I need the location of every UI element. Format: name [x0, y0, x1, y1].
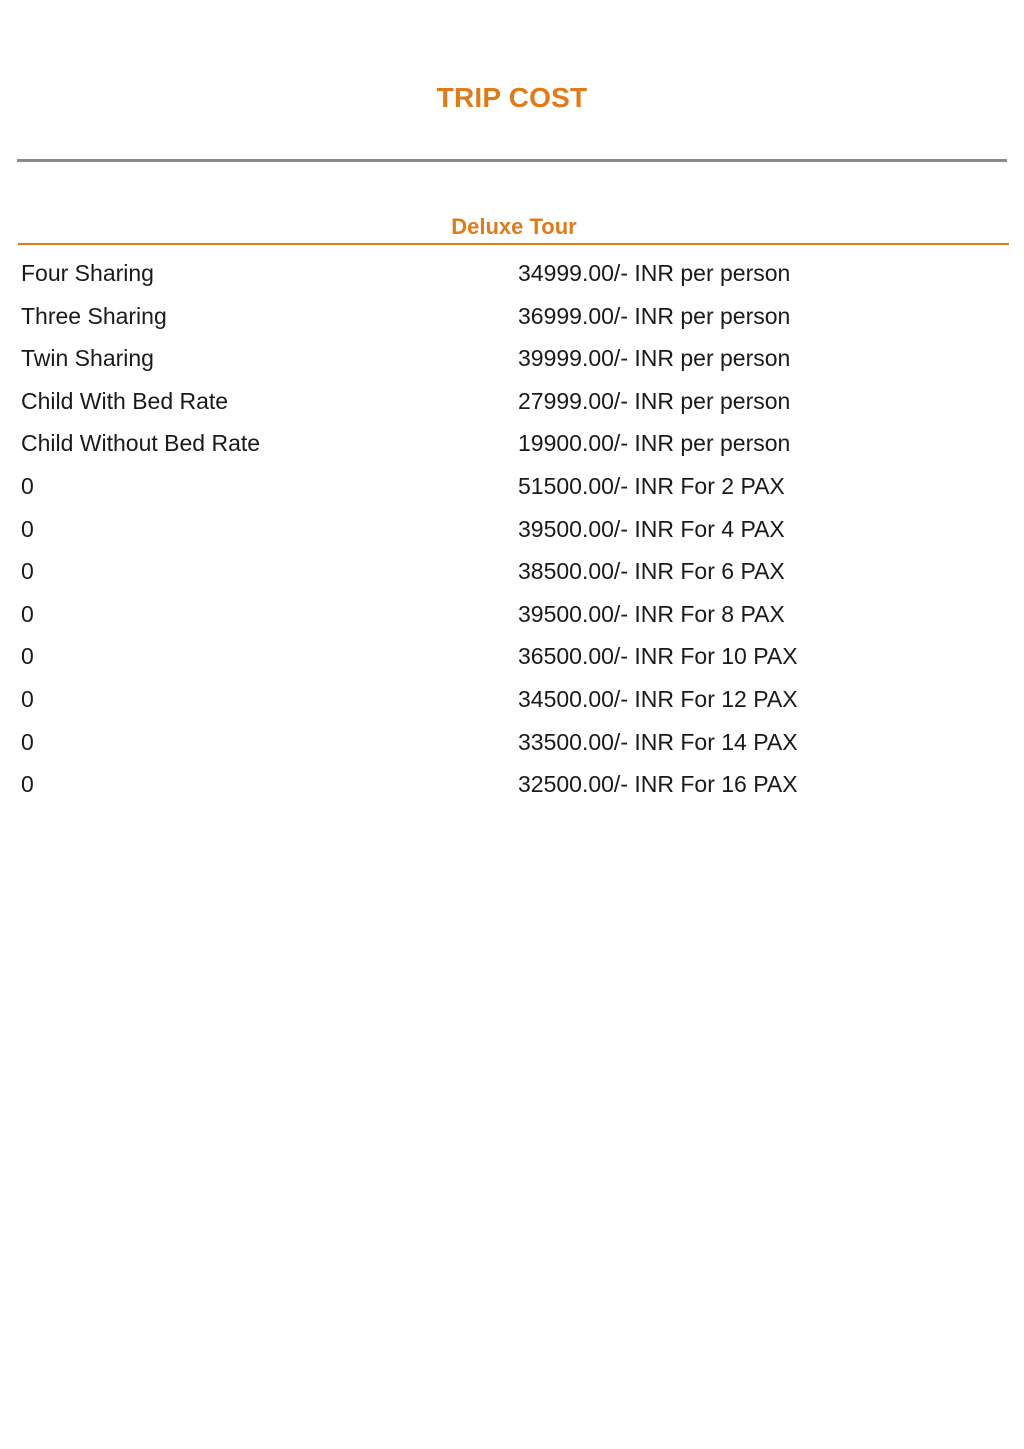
title-divider	[17, 159, 1007, 162]
table-row	[21, 763, 1011, 806]
rate-price: 32500.00/- INR For 16 PAX	[518, 771, 798, 798]
rate-price: 36500.00/- INR For 10 PAX	[518, 643, 798, 670]
table-row	[21, 295, 1011, 338]
table-row	[21, 380, 1011, 423]
rate-label: Child With Bed Rate	[21, 387, 229, 414]
rate-price: 34500.00/- INR For 12 PAX	[518, 685, 798, 712]
page-title: TRIP COST	[436, 82, 588, 113]
rate-price: 34999.00/- INR per person	[518, 260, 791, 286]
rate-price: 39500.00/- INR For 4 PAX	[518, 515, 785, 542]
table-row	[21, 635, 1011, 678]
table-row	[21, 678, 1011, 721]
rate-price: 36999.00/- INR per person	[518, 302, 791, 329]
rate-label: Twin Sharing	[21, 345, 154, 372]
rate-price: 19900.00/- INR per person	[518, 430, 791, 457]
rate-label: 0	[21, 685, 34, 712]
rate-label: 0	[21, 558, 34, 585]
rate-price: 51500.00/- INR For 2 PAX	[518, 472, 785, 499]
rate-price: 33500.00/- INR For 14 PAX	[518, 728, 798, 755]
table-row	[21, 508, 1011, 551]
rate-price: 39500.00/- INR For 8 PAX	[518, 600, 785, 627]
table-row	[21, 465, 1011, 508]
rate-price: 39999.00/- INR per person	[518, 345, 791, 372]
table-row	[21, 337, 1011, 380]
rate-label: 0	[21, 728, 34, 755]
rate-table	[21, 252, 1011, 806]
table-row	[21, 550, 1011, 593]
rate-label: 0	[21, 600, 34, 627]
rate-label: 0	[21, 643, 34, 670]
rate-label: Child Without Bed Rate	[21, 430, 261, 457]
section-divider	[18, 243, 1009, 245]
rate-label: 0	[21, 515, 34, 542]
table-row	[21, 422, 1011, 465]
table-row	[21, 593, 1011, 636]
rate-label: Four Sharing	[21, 260, 154, 286]
rate-label: 0	[21, 472, 34, 499]
rate-price: 27999.00/- INR per person	[518, 387, 791, 414]
rate-label: Three Sharing	[21, 302, 167, 329]
table-row	[21, 721, 1011, 764]
table-row	[21, 252, 1011, 295]
rate-price: 38500.00/- INR For 6 PAX	[518, 558, 785, 585]
section-title: Deluxe Tour	[451, 214, 577, 239]
rate-label: 0	[21, 771, 34, 798]
